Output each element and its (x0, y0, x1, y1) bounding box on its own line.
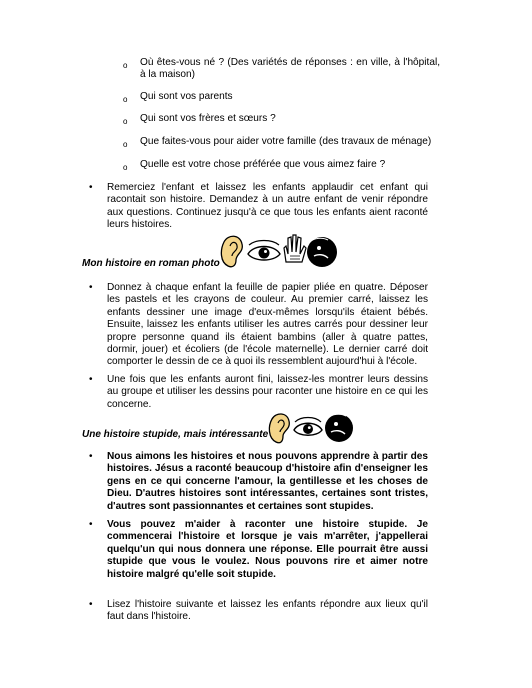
question-item: Où êtes-vous né ? (Des variétés de réponses : en ville, à l'hôpital, à la maison) (140, 57, 440, 81)
section-heading: Mon histoire en roman photo (82, 258, 220, 269)
bullet: • (89, 451, 93, 462)
ear-icon (221, 236, 242, 267)
question-item: Quelle est votre chose préférée que vous aimez faire ? (140, 159, 386, 170)
sub-bullet: o (123, 95, 128, 104)
paragraph: Vous pouvez m'aider à raconter une histoire stupide. Je commencerai l'histoire et lorsque je vais m'arrêter, j'appellerai quelqu'un qui nous donnera une réponse. Elle pourrait être aussi stupide que vous le voulez. Nous pouvons rire et aimer notre histoire malgré qu'elle soit stupide. (107, 519, 428, 580)
sub-bullet: o (123, 61, 128, 70)
bullet: • (89, 599, 93, 610)
head-speaking-icon (307, 237, 337, 267)
sub-bullet: o (123, 117, 128, 126)
ear-icon (269, 414, 289, 443)
bullet: • (89, 374, 93, 385)
paragraph: Une fois que les enfants auront fini, laissez-les montrer leurs dessins au groupe et utiliser les dessins pour raconter une histoire en ce qui les concerne. (107, 374, 428, 410)
question-item: Qui sont vos parents (140, 91, 233, 102)
sub-bullet: o (123, 140, 128, 149)
paragraph: Nous aimons les histoires et nous pouvons apprendre à partir des histoires. Jésus a raconté beaucoup d'histoire afin d'enseigner les gens en ce qui concerne l'amour, la gentillesse et les choses de Dieu. D'autres histoires sont intéressantes, certaines sont tristes, d'autres sont passionnantes et certaines sont stupides. (107, 451, 428, 512)
head-speaking-icon (325, 414, 353, 442)
hand-icon (284, 235, 306, 262)
question-item: Qui sont vos frères et sœurs ? (140, 113, 276, 124)
paragraph: Lisez l'histoire suivante et laissez les enfants répondre aux lieux qu'il faut dans l'histoire. (107, 599, 428, 623)
paragraph: Donnez à chaque enfant la feuille de papier pliée en quatre. Déposer les pastels et les crayons de couleur. Au premier carré, laissez les enfants dessiner une image d'eux-mêmes lorsqu'ils étaient bébés. Ensuite, laissez les enfants utiliser les autres carrés pour dessiner leur propre personne quand ils étaient bambins (aller à quatre pattes, dormir, jouer) et écoliers (de l'école maternelle). Le dernier carré doit comporter le dessin de ce à quoi ils ressemblent aujourd'hui à l'école. (107, 282, 428, 368)
sub-bullet: o (123, 163, 128, 172)
bullet: • (89, 519, 93, 530)
section-icons (218, 232, 338, 276)
eye-icon (248, 241, 280, 261)
bullet: • (89, 282, 93, 293)
question-item: Que faites-vous pour aider votre famille (des travaux de ménage) (140, 136, 432, 147)
eye-icon (294, 418, 322, 436)
bullet: • (89, 182, 93, 193)
intro-paragraph: Remerciez l'enfant et laissez les enfants applaudir cet enfant qui racontait son histoire. Demandez à un autre enfant de venir répondre aux questions. Continuez jusqu'à ce que tous les enfants aient raconté leurs histoires. (107, 182, 428, 231)
section-icons (266, 410, 356, 450)
section-heading: Une histoire stupide, mais intéressante (82, 429, 269, 440)
